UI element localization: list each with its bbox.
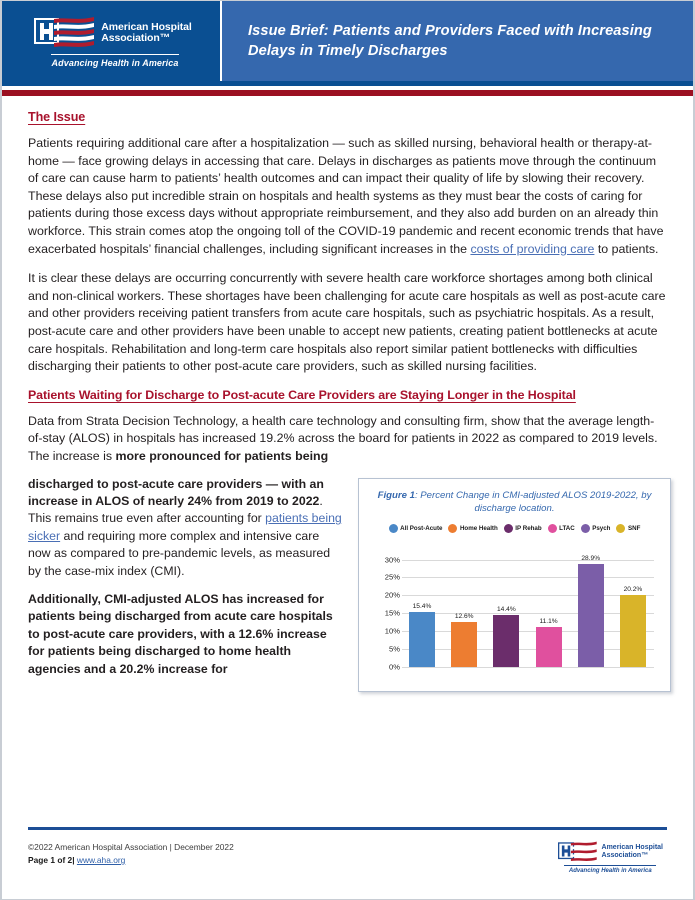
link-patients-being-sicker[interactable]: patients being sicker <box>28 511 342 543</box>
page-header <box>2 1 693 81</box>
legend-item <box>504 524 542 533</box>
bar-chart <box>369 541 660 681</box>
legend-label: LTAC <box>559 524 575 532</box>
legend-swatch-icon <box>581 524 590 533</box>
bar-value-label: 12.6% <box>454 612 474 620</box>
paragraph-issue-1-text-a: Patients requiring additional care after a hospitalization — such as skilled nursing, behavioral health or therapy-at-home — face growing delays in accessing that care. Delays in discharges as patients move through the continuum of care can cause harm to patients’ health outcomes and can impact their quality of life by slowing their recovery. These delays also put incredible strain on hospitals and health systems as they must bear the costs of caring for patients during those excess days without appropriate reimbursement, and they also add burden on an already thin workforce. This strain comes atop the ongoing toll of the COVID-19 pandemic and recent economic trends that have exacerbated hospitals’ financial challenges, including significant increases in the <box>28 136 664 256</box>
aha-logo-name-line1: American Hospital <box>101 20 192 33</box>
legend-label: IP Rehab <box>515 524 542 532</box>
legend-swatch-icon <box>504 524 513 533</box>
bar-column <box>620 553 646 667</box>
paragraph-issue-1 <box>28 135 667 258</box>
legend-item <box>389 524 443 533</box>
footer-logo-row <box>558 841 663 863</box>
footer-url-link[interactable]: www.aha.org <box>76 855 126 865</box>
legend-item <box>581 524 611 533</box>
footer-copyright: ©2022 American Hospital Association | December 2022 <box>28 842 234 852</box>
column-layout <box>28 476 667 692</box>
y-axis-tick-label: 25% <box>384 572 400 582</box>
bar-value-label: 20.2% <box>623 585 643 593</box>
heading-the-issue: The Issue <box>28 110 86 124</box>
logo-divider <box>51 54 179 55</box>
chart-bars <box>409 553 646 667</box>
bar-column <box>536 553 562 667</box>
chart-y-axis <box>369 553 400 671</box>
paragraph-col-2 <box>28 591 344 678</box>
legend-swatch-icon <box>616 524 625 533</box>
paragraph-col-1-text-b: and requiring more complex and intensive care now as compared to pre-pandemic levels, as measured by the case-mix index (CMI). <box>28 528 331 578</box>
document-body <box>2 96 693 692</box>
paragraph-discharge-intro-text: Data from Strata Decision Technology, a health care technology and consulting firm, show that the average length-of-stay (ALOS) in hospitals has increased 19.2% across the board for patients in 2022 as compared to 2019 levels. The increase is <box>28 413 658 463</box>
link-costs-of-providing-care[interactable]: costs of providing care <box>470 241 595 256</box>
legend-item <box>448 524 497 533</box>
footer-aha-logo-mark-icon <box>558 841 598 863</box>
chart-bar <box>620 595 646 667</box>
bar-column <box>578 553 604 667</box>
footer-page-label: Page 1 of 2 <box>28 855 73 865</box>
figure-caption-text: : Percent Change in CMI-adjusted ALOS 2019-2022, by discharge location. <box>414 489 652 514</box>
y-axis-tick-label: 0% <box>389 662 400 671</box>
aha-logo-mark-icon <box>34 16 96 50</box>
left-text-column <box>28 476 344 689</box>
paragraph-issue-1-text-b: to patients. <box>594 241 659 256</box>
aha-logo-name-line2: Association™ <box>101 32 171 44</box>
y-axis-tick-label: 5% <box>389 644 400 654</box>
legend-swatch-icon <box>548 524 557 533</box>
aha-logo-tagline: Advancing Health in America <box>51 58 179 68</box>
chart-bar <box>451 622 477 667</box>
heading-patients-waiting: Patients Waiting for Discharge to Post-acute Care Providers are Staying Longer in the Hospital <box>28 387 576 402</box>
y-axis-tick-label: 20% <box>384 590 400 600</box>
y-axis-tick-label: 15% <box>384 608 400 618</box>
paragraph-col-1-text-a: . This remains true even after accounting for <box>28 493 323 526</box>
legend-label: Home Health <box>459 524 498 532</box>
footer-logo-name-line1: American Hospital <box>601 844 663 851</box>
bar-value-label: 28.9% <box>581 554 601 562</box>
footer-text-block <box>28 841 234 867</box>
chart-bar <box>493 615 519 666</box>
legend-item <box>548 524 575 533</box>
header-title-block <box>222 1 693 81</box>
figure-caption-number: Figure 1 <box>377 489 415 501</box>
chart-bar <box>536 627 562 667</box>
page-title: Issue Brief: Patients and Providers Faced with Increasing Delays in Timely Discharges <box>248 23 652 59</box>
footer-aha-logo <box>558 841 667 874</box>
bar-value-label: 11.1% <box>539 617 558 625</box>
paragraph-discharge-intro <box>28 413 667 466</box>
paragraph-discharge-intro-bold: more pronounced for patients being <box>115 448 329 463</box>
footer-logo-name <box>602 844 663 860</box>
figure-1-container <box>358 478 671 692</box>
legend-item <box>616 524 640 533</box>
y-axis-tick-label: 10% <box>384 626 400 636</box>
footer-logo-divider <box>564 865 656 866</box>
paragraph-issue-2: It is clear these delays are occurring concurrently with severe health care workforce shortages among both clinical and non-clinical workers. These shortages have been challenging for acute care hospitals as well as post-acute care and other providers receiving patient transfers from acute care hospitals, such as psychiatric hospitals. As a result, post-acute care and other providers have been unable to accept new patients, creating patient bottlenecks at acute care hospitals. Rehabilitation and long-term care hospitals also report similar patient bottlenecks with difficulties discharging their patients to other post-acute care providers, such as skilled nursing facilities. <box>28 271 666 374</box>
legend-label: All Post-Acute <box>400 524 443 532</box>
footer-divider <box>28 827 667 830</box>
footer-separator: | <box>72 855 75 865</box>
footer-logo-name-line2: Association™ <box>601 852 649 859</box>
legend-label: SNF <box>627 524 641 532</box>
footer-logo-tagline: Advancing Health in America <box>568 867 652 874</box>
paragraph-col-1 <box>28 476 344 580</box>
bar-column <box>493 553 519 667</box>
bar-column <box>409 553 435 667</box>
header-logo-block <box>2 1 222 81</box>
paragraph-col-2-bold: Additionally, CMI-adjusted ALOS has increased for patients being discharged from acute care hospitals to post-acute care providers, with a 12.6% increase for patients being discharged to home health agencies and a 20.2% increase for <box>28 591 333 676</box>
bar-value-label: 15.4% <box>412 602 432 610</box>
paragraph-col-1-bold: discharged to post-acute care providers — with an increase in ALOS of nearly 24% from 2019 to 2022 <box>28 476 324 508</box>
chart-legend <box>367 524 662 533</box>
footer-page-line <box>28 854 234 867</box>
aha-logo-name <box>101 22 192 45</box>
chart-bar <box>409 612 435 667</box>
bar-value-label: 14.4% <box>497 606 516 614</box>
legend-swatch-icon <box>389 524 398 533</box>
legend-swatch-icon <box>448 524 457 533</box>
chart-bar <box>578 564 604 667</box>
figure-caption <box>367 489 662 515</box>
footer-content <box>28 841 667 874</box>
page-footer <box>2 827 693 899</box>
chart-gridline <box>402 667 654 668</box>
aha-logo <box>34 16 192 50</box>
bar-column <box>451 553 477 667</box>
y-axis-tick-label: 30% <box>384 555 400 565</box>
legend-label: Psych <box>592 524 611 532</box>
